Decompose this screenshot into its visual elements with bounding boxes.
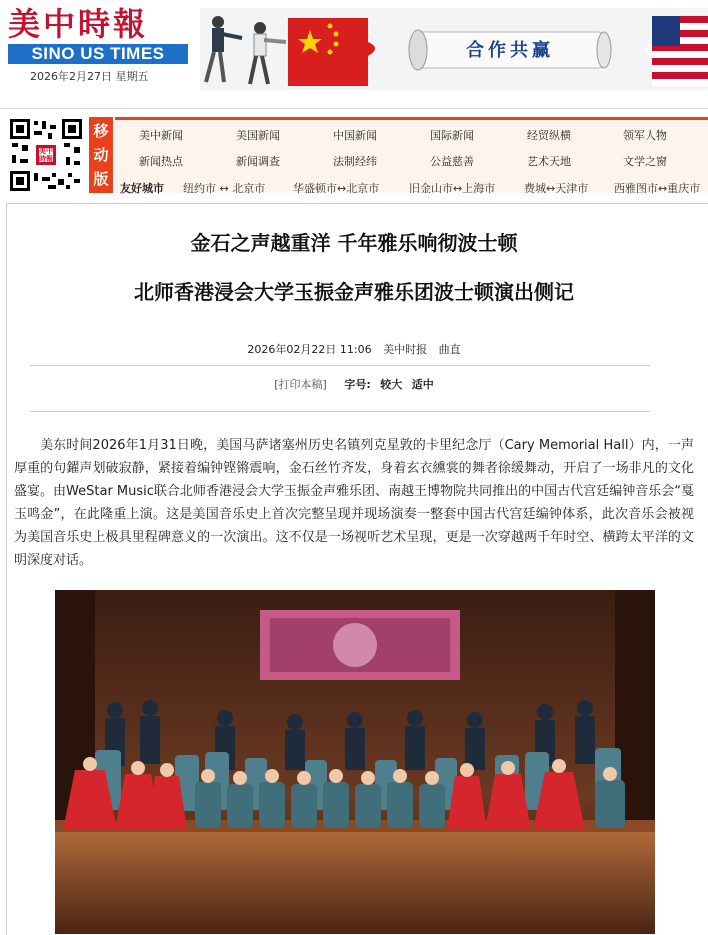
concert-photo[interactable]: [55, 590, 655, 934]
article-title-sub: 北师香港浸会大学玉振金声雅乐团波士顿演出侧记: [134, 280, 574, 304]
concert-photo-graphic: [55, 590, 655, 934]
city-link-seattle-chongqing[interactable]: 西雅图市↔重庆市: [614, 182, 701, 195]
mobile-label-char: 移: [93, 122, 109, 140]
article-source: 美中时报: [383, 343, 428, 356]
nav-link-economy-trade[interactable]: 经贸纵横: [527, 129, 571, 142]
qr-code[interactable]: [8, 117, 84, 193]
article-title-main: 金石之声越重洋 千年雅乐响彻波士顿: [190, 231, 518, 255]
nav-link-china-news[interactable]: 中国新闻: [333, 129, 377, 142]
nav-link-charity[interactable]: 公益慈善: [430, 155, 474, 168]
site-logo-english[interactable]: SINO US TIMES: [8, 44, 188, 64]
nav-link-literature[interactable]: 文学之窗: [623, 155, 667, 168]
header-banner[interactable]: [200, 8, 708, 90]
city-link-philly-tianjin[interactable]: 费城↔天津市: [524, 182, 589, 195]
banner-slogan: 合作共赢: [466, 40, 554, 61]
mobile-label-char: 动: [93, 146, 109, 164]
nav-link-hot-news[interactable]: 新闻热点: [139, 155, 183, 168]
nav-link-us-china-news[interactable]: 美中新闻: [139, 129, 183, 142]
article-tools: [0, 376, 708, 392]
mobile-label-char: 版: [93, 170, 109, 188]
city-link-dc-beijing[interactable]: 华盛顿市↔北京市: [293, 182, 380, 195]
article-date: 2026年02月22日 11:06: [247, 343, 372, 356]
article-body-paragraph: 美东时间2026年1月31日晚，美国马萨诸塞州历史名镇列克星敦的卡里纪念厅（Cary Memorial Hall）内，一声厚重的句鑃声划破寂静，紧接着编钟铿锵震响，金石丝竹齐发，身着玄衣纁裳的舞者徐缓舞动，开启了一场非凡的文化盛宴。由WeStar Music联合北师香港浸会大学玉振金声雅乐团、南越王博物院共同推出的中国古代宫廷编钟音乐会“戛玉鸣金”，在此隆重上演。这是美国音乐史上首次完整呈现并现场演奏一整套中国古代宫廷编钟体系，此次音乐会被视为美国音乐史上极具里程碑意义的一次演出。这不仅是一场视听艺术呈现，更是一次穿越两千年时空、横跨太平洋的文明深度对话。: [14, 438, 694, 568]
article-author: 曲直: [438, 343, 461, 356]
city-link-sf-shanghai[interactable]: 旧金山市↔上海市: [409, 182, 496, 195]
font-size-label: 字号:: [344, 378, 371, 391]
mobile-version-link[interactable]: [89, 117, 113, 193]
china-flag-puzzle-piece: [288, 18, 375, 86]
qr-logo-text: 美中時報: [39, 147, 53, 163]
meta-divider: [30, 365, 650, 366]
tools-divider: [30, 411, 650, 412]
print-link[interactable]: [打印本稿]: [274, 378, 327, 391]
nav-link-law[interactable]: 法制经纬: [333, 155, 377, 168]
current-date: 2026年2月27日 星期五: [30, 70, 149, 83]
header-divider: [0, 108, 708, 109]
city-link-nyc-beijing[interactable]: 纽约市 ↔ 北京市: [183, 182, 266, 195]
article-meta: [0, 341, 708, 357]
nav-link-investigations[interactable]: 新闻调查: [236, 155, 280, 168]
nav-link-world-news[interactable]: 国际新闻: [430, 129, 474, 142]
nav-link-leaders[interactable]: 领军人物: [623, 129, 667, 142]
font-size-larger-button[interactable]: 较大: [380, 378, 403, 391]
font-size-normal-button[interactable]: 适中: [411, 378, 434, 391]
nav-link-arts[interactable]: 艺术天地: [527, 155, 571, 168]
site-logo-chinese[interactable]: 美中時報: [8, 5, 149, 43]
nav-top-border: [115, 117, 708, 120]
us-flag-puzzle-piece: [646, 16, 708, 86]
friendly-cities-label: 友好城市: [120, 182, 164, 195]
nav-link-us-news[interactable]: 美国新闻: [236, 129, 280, 142]
